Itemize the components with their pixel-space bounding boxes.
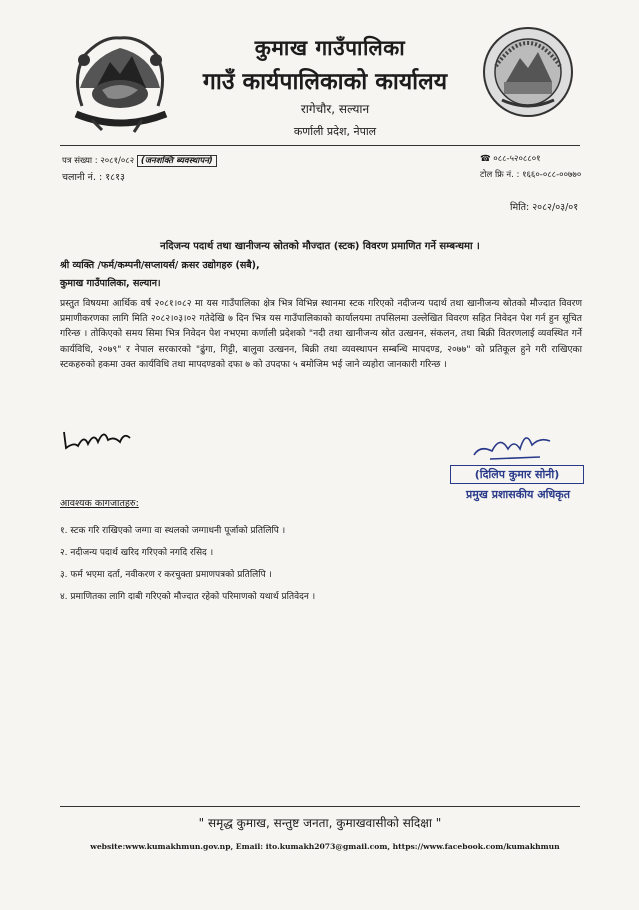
document-item: १. स्टक गरि राखिएको जग्गा वा स्थलको जग्गाधनी पूर्जाको प्रतिलिपि । [60, 526, 286, 536]
letter-body: प्रस्तुत विषयमा आर्थिक वर्ष २०८१।०८२ मा यस गाउँपालिका क्षेत्र भित्र विभिन्न स्थानमा स्टक गरिएको नदीजन्य पदार्थ तथा खानीजन्य स्रोतको मौज्दात विवरण प्रमाणीकरणका लागि मिति २०८२।०३।०२ गतेदेखि ७ दिन भित्र यस गाउँपालिकाको कार्यालयमा तपसिलमा उल्लेखित विवरण सहित निवेदन पेश गर्न हुन सूचित गरिन्छ । तोकिएको समय सिमा भित्र निवेदन पेश नभएमा कर्णाली प्रदेशको "नदी तथा खानीजन्य स्रोत उत्खनन, संकलन, तथा बिक्री वितरणलाई व्यवस्थित गर्ने कार्यविधि, २०७९" र नेपाल सरकारको "ढुंगा, गिट्टी, बालुवा उत्खनन, बिक्री तथा व्यवस्थापन सम्बन्धि मापदण्ड, २०७७" को प्रतिकूल हुने गरी राखिएका स्टकहरुको हकमा उक्त कार्यविधि तथा मापदण्डको दफा ७ को उपदफा ५ बमोजिम भई जाने व्यहोरा जानकारी गरिन्छ । [60, 298, 582, 370]
documents-heading: आवश्यक कागजातहरु: [60, 498, 139, 509]
office-name: गाउँ कार्यपालिकाको कार्यालय [202, 69, 448, 95]
document-item: २. नदीजन्य पदार्थ खरिद गरिएको नगदि रसिद । [60, 548, 214, 558]
toll-free-number: टोल फ्रि नं. : १६६०-०८८-००७७० [480, 170, 582, 180]
signatory-title: प्रमुख प्रशासकीय अधिकृत [466, 488, 570, 501]
document-item: ४. प्रमाणितका लागि दाबी गरिएको मौज्दात रहेको परिमाणको यथार्थ प्रतिवेदन । [60, 592, 316, 602]
letter-date: मिति: २०८२/०३/०१ [510, 202, 579, 213]
office-address: रागेचौर, सल्यान [300, 102, 370, 116]
slogan: " समृद्ध कुमाख, सन्तुष्ट जनता, कुमाखवासीको सदिक्षा " [198, 816, 442, 830]
recipient-line-2: कुमाख गाउँपालिका, सल्यान। [60, 278, 161, 289]
phone-row [480, 153, 541, 164]
patra-sankhya: पत्र संख्या : २०८१/०८२ [62, 156, 135, 166]
nepal-emblem-icon [62, 28, 178, 140]
signatory-name: (दिलिप कुमार सोनी) [450, 465, 584, 484]
initial-signature-icon [60, 420, 132, 454]
phone-icon: ☎ [480, 154, 491, 164]
office-province: कर्णाली प्रदेश, नेपाल [293, 125, 377, 138]
recipient-line-1: श्री व्यक्ति /फर्म/कम्पनी/सप्लायर्स/ क्रसर उद्योगहरु (सबै), [60, 260, 260, 271]
chalani-number: चलानी नं. : १८१३ [62, 172, 125, 183]
letter-reference [62, 155, 217, 166]
department-stamp: (जनशक्ति ब्यवस्थापन) [137, 155, 217, 167]
footer-contact: website:www.kumakhmun.gov.np, Email: ito.kumakh2073@gmail.com, https://www.facebook.com/kumakhmun [90, 842, 560, 851]
letter-subject: नदिजन्य पदार्थ तथा खानीजन्य स्रोतको मौज्दात (स्टक) विवरण प्रमाणित गर्ने सम्बन्धमा । [160, 241, 480, 252]
municipality-seal-icon [482, 26, 574, 118]
municipality-name: कुमाख गाउँपालिका [254, 36, 406, 60]
header-divider [60, 145, 580, 146]
document-item: ३. फर्म भएमा दर्ता, नवीकरण र करचुक्ता प्रमाणपत्रको प्रतिलिपि । [60, 570, 272, 580]
phone-number: ०८८-५२०८८०१ [493, 154, 541, 164]
signature-icon [470, 425, 555, 465]
footer-divider [60, 806, 580, 807]
